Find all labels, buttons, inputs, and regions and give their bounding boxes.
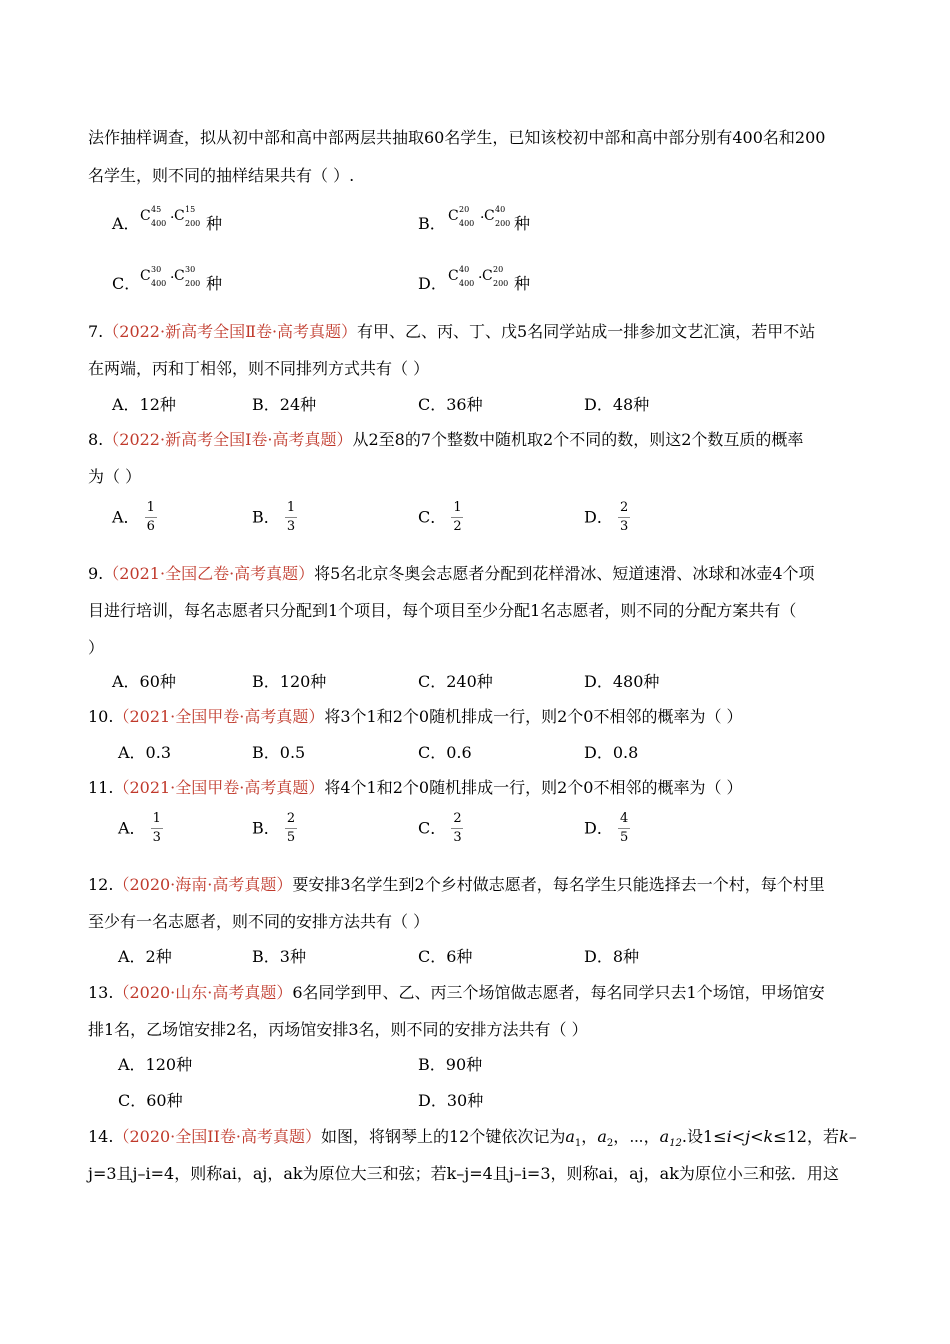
source-tag: （2021·全国甲卷·高考真题） [113,778,325,797]
q6-text-line1: 法作抽样调查，拟从初中部和高中部两层共抽取60名学生，已知该校初中部和高中部分别有400名和200 [88,128,826,147]
q9-option-b[interactable]: B．120种 [252,672,327,691]
q14-stem-line1: 14.（2020·全国II卷·高考真题）如图，将钢琴上的12个键依次记为$a_1$，$a_2$，⋯，$a_{12}$.设1≤i<j<k≤12，若k– [88,1127,857,1150]
question-number: 12. [88,875,114,894]
question-number: 13. [88,983,114,1002]
source-tag: （2021·全国乙卷·高考真题） [103,564,315,583]
q12-stem-line1: 12.（2020·海南·高考真题）要安排3名学生到2个乡村做志愿者，每名学生只能选择去一个村，每个村里 [88,875,825,894]
fraction: $\frac{2}{3}$ [619,500,629,534]
q8-stem-line1: 8.（2022·新高考全国Ⅰ卷·高考真题）从2至8的7个整数中随机取2个不同的数，则这2个数互质的概率 [88,430,804,449]
q13-option-b[interactable]: B．90种 [418,1055,483,1074]
q12-option-c[interactable]: C．6种 [418,947,473,966]
fraction: $\frac{1}{2}$ [453,500,462,534]
q13-option-a[interactable]: A．120种 [118,1055,193,1074]
q8-stem-line2: 为（ ） [88,467,142,486]
source-tag: （2021·全国甲卷·高考真题） [113,707,325,726]
q11-stem-line1: 11.（2021·全国甲卷·高考真题）将4个1和2个0随机排成一行，则2个0不相邻的概率为（ ） [88,778,743,797]
fraction: $\frac{1}{3}$ [286,500,296,534]
q8-option-d[interactable]: D． $\frac{2}{3}$ [584,500,629,534]
q10-option-b[interactable]: B．0.5 [252,743,306,762]
question-number: 11. [88,778,114,797]
question-number: 14. [88,1127,114,1146]
fraction: $\frac{1}{3}$ [152,811,161,845]
question-number: 8. [88,430,104,449]
fraction: $\frac{2}{5}$ [286,811,296,845]
source-tag: （2020·山东·高考真题） [113,983,293,1002]
q11-option-b[interactable]: B． $\frac{2}{5}$ [252,811,296,845]
fraction: $\frac{1}{6}$ [146,500,155,534]
q14-stem-line2: j=3且j–i=4，则称ai，aj，ak为原位大三和弦；若k–j=4且j–i=3，则称ai，aj，ak为原位小三和弦．用这 [88,1164,839,1183]
source-tag: （2020·全国II卷·高考真题） [113,1127,321,1146]
q7-stem-line1: 7.（2022·新高考全国Ⅱ卷·高考真题）有甲、乙、丙、丁、戊5名同学站成一排参加文艺汇演，若甲不站 [88,322,816,341]
q10-option-a[interactable]: A．0.3 [118,743,172,762]
combination-c1: C 45 400 [140,205,167,228]
q10-option-d[interactable]: D．0.8 [584,743,639,762]
document-page: 法作抽样调查，拟从初中部和高中部两层共抽取60名学生，已知该校初中部和高中部分别有400名和200 名学生，则不同的抽样结果共有（ ）. A． C 45 400 · C 15 200 种 B． C 20 400 · C 40 200 种 C． C 30 400 · C 30 200 种 D． C 40 400 · C 20 200 种 7.（2022·新高考全国Ⅱ卷·高考真题）有甲、乙、丙、丁、戊5名同学站成一排参加文艺汇演，若甲不站 在两端，丙和丁相邻，则不同排列方式共有（ ） A．12种 B．24种 C．36种 D．48种 8.（2022·新高考全国Ⅰ卷·高考真题）从2至8的7个整数中随机取2个不同的数，则这2个数互质的概率 为（ ） A． $\frac{1}{6}$ B． $\frac{1}{3}$ C． $\frac{1}{2}$ D． $\frac{2}{3}$ 9.（2021·全国乙卷·高考真题）将5名北京冬奥会志愿者分配到花样滑冰、短道速滑、冰球和冰壶4个项 目进行培训，每名志愿者只分配到1个项目，每个项目至少分配1名志愿者，则不同的分配方案共有（ ） A．60种 B．120种 C．240种 D．480种 10.（2021·全国甲卷·高考真题）将3个1和2个0随机排成一行，则2个0不相邻的概率为（ ） A．0.3 B．0.5 C．0.6 D．0.8 11.（2021·全国甲卷·高考真题）将4个1和2个0随机排成一行，则2个0不相邻的概率为（ ） A． $\frac{1}{3}$ B． $\frac{2}{5}$ C． $\frac{2}{3}$ D． $\frac{4}{5}$ 12.（2020·海南·高考真题）要安排3名学生到2个乡村做志愿者，每名学生只能选择去一个村，每个村里 至少有一名志愿者，则不同的安排方法共有（ ） A．2种 B．3种 C．6种 D．8种 13.（2020·山东·高考真题）6名同学到甲、乙、丙三个场馆做志愿者，每名同学只去1个场馆，甲场馆安 排1名，乙场馆安排2名，丙场馆安排3名，则不同的安排方法共有（ ） A．120种 B．90种 C．60种 D．30种 14.（2020·全国II卷·高考真题）如图，将钢琴上的12个键依次记为$a_1$，$a_2$，⋯，$a_{12}$.设1≤i<j<k≤12，若k– j=3且j–i=4，则称ai，aj，ak为原位大三和弦；若k–j=4且j–i=3，则称ai，aj，ak为原位小三和弦．用这 [0,0,950,1344]
combination-c2: C 20 200 [482,265,509,288]
q8-option-a[interactable]: A． $\frac{1}{6}$ [112,500,155,534]
q7-option-b[interactable]: B．24种 [252,395,317,414]
q9-stem-line3: ） [88,638,105,657]
source-tag: （2022·新高考全国Ⅱ卷·高考真题） [103,322,358,341]
combination-c2: C 40 200 [484,205,511,228]
q13-stem-line2: 排1名，乙场馆安排2名，丙场馆安排3名，则不同的安排方法共有（ ） [88,1020,588,1039]
q11-option-a[interactable]: A． $\frac{1}{3}$ [118,811,161,845]
q7-option-c[interactable]: C．36种 [418,395,483,414]
q7-stem-line2: 在两端，丙和丁相邻，则不同排列方式共有（ ） [88,359,430,378]
question-number: 7. [88,322,104,341]
q9-option-d[interactable]: D．480种 [584,672,660,691]
source-tag: （2020·海南·高考真题） [113,875,293,894]
fraction: $\frac{2}{3}$ [453,811,462,845]
q8-option-c[interactable]: C． $\frac{1}{2}$ [418,500,462,534]
q13-option-d[interactable]: D．30种 [418,1091,484,1110]
question-number: 9. [88,564,104,583]
q10-stem-line1: 10.（2021·全国甲卷·高考真题）将3个1和2个0随机排成一行，则2个0不相邻的概率为（ ） [88,707,743,726]
q11-option-c[interactable]: C． $\frac{2}{3}$ [418,811,462,845]
q13-option-c[interactable]: C．60种 [118,1091,183,1110]
combination-c1: C 20 400 [448,205,475,228]
q12-option-b[interactable]: B．3种 [252,947,306,966]
combination-c2: C 15 200 [174,205,201,228]
q9-option-c[interactable]: C．240种 [418,672,493,691]
q12-stem-line2: 至少有一名志愿者，则不同的安排方法共有（ ） [88,912,430,931]
q12-option-a[interactable]: A．2种 [118,947,172,966]
q12-option-d[interactable]: D．8种 [584,947,640,966]
combination-c1: C 40 400 [448,265,475,288]
q13-stem-line1: 13.（2020·山东·高考真题）6名同学到甲、乙、丙三个场馆做志愿者，每名同学只去1个场馆，甲场馆安 [88,983,825,1002]
source-tag: （2022·新高考全国Ⅰ卷·高考真题） [103,430,353,449]
q9-stem-line1: 9.（2021·全国乙卷·高考真题）将5名北京冬奥会志愿者分配到花样滑冰、短道速滑、冰球和冰壶4个项 [88,564,815,583]
question-number: 10. [88,707,114,726]
q7-option-a[interactable]: A．12种 [112,395,176,414]
q8-option-b[interactable]: B． $\frac{1}{3}$ [252,500,296,534]
q11-option-d[interactable]: D． $\frac{4}{5}$ [584,811,629,845]
fraction: $\frac{4}{5}$ [619,811,629,845]
q7-option-d[interactable]: D．48种 [584,395,650,414]
q9-option-a[interactable]: A．60种 [112,672,176,691]
combination-c2: C 30 200 [174,265,201,288]
q9-stem-line2: 目进行培训，每名志愿者只分配到1个项目，每个项目至少分配1名志愿者，则不同的分配方案共有（ [88,601,797,620]
combination-c1: C 30 400 [140,265,167,288]
q6-text-line2: 名学生，则不同的抽样结果共有（ ）. [88,166,355,185]
q10-option-c[interactable]: C．0.6 [418,743,472,762]
